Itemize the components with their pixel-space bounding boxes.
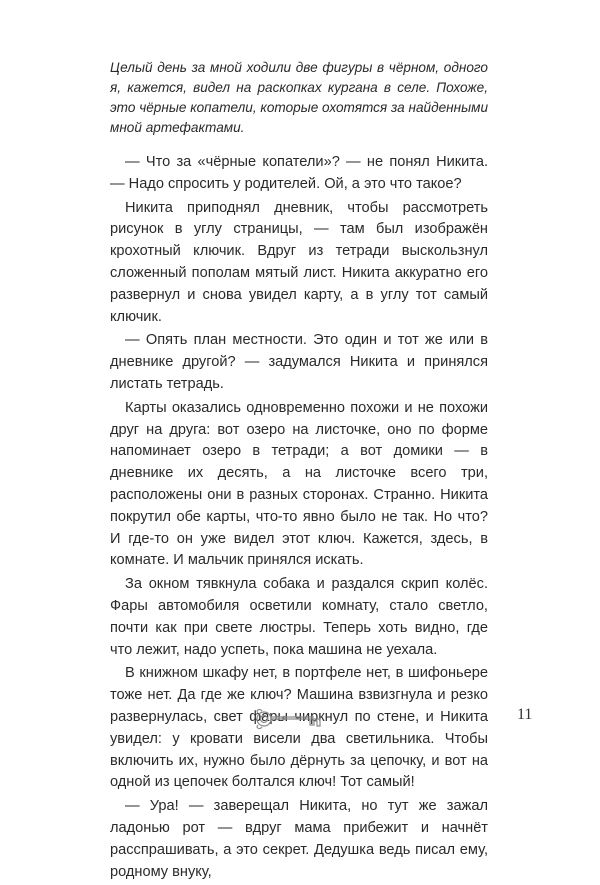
paragraph: — Что за «чёрные копатели»? — не понял Никита. — Надо спросить у родителей. Ой, а это что такое? bbox=[110, 154, 488, 192]
paragraph: — Опять план местности. Это один и тот же или в дневнике другой? — задумался Никита и принялся листать тетрадь. bbox=[110, 332, 488, 392]
key-ornament-icon bbox=[254, 707, 328, 731]
paragraph: — Ура! — заверещал Никита, но тут же зажал ладонью рот — вдруг мама прибежит и начнёт расспрашивать, а это секрет. Дедушка ведь писал ему, родному внуку, bbox=[110, 798, 488, 880]
paragraph: В книжном шкафу нет, в портфеле нет, в шифоньере тоже нет. Да где же ключ? Машина взвизгнула и резко развернулась, свет фары чиркнул по стене, и Никита увидел: у кровати висели два светильника. Чтобы включить их, нужно было дёрнуть за цепочку, и вот на одной из цепочек болтался ключ! Тот самый! bbox=[110, 665, 488, 791]
diary-note bbox=[110, 58, 488, 138]
page-number: 11 bbox=[517, 706, 533, 723]
paragraph: За окном тявкнула собака и раздался скрип колёс. Фары автомобиля осветили комнату, стало светло, почти как при свете люстры. Теперь хоть видно, где что лежит, надо успеть, пока машина не уехала. bbox=[110, 576, 488, 658]
diary-note-text: Целый день за мной ходили две фигуры в чёрном, одного я, кажется, видел на раскопках кургана в селе. Похоже, это чёрные копатели, которые охотятся за найденными мной артефактами. bbox=[110, 60, 488, 135]
paragraph: Никита приподнял дневник, чтобы рассмотреть рисунок в углу страницы, — там был изображён крохотный ключик. Вдруг из тетради выскользнул сложенный пополам мятый лист. Никита аккуратно его развернул и снова увидел карту, а в углу тот самый ключик. bbox=[110, 199, 488, 325]
main-text bbox=[110, 152, 488, 885]
paragraph: Карты оказались одновременно похожи и не похожи друг на друга: вот озеро на листочке, оно по форме напоминает озеро в тетради; а вот домики — в дневнике их десять, а на листочке всего три, расположены они в разных сторонах. Странно. Никита покрутил обе карты, что-то явно было не так. Но что? И где-то он уже видел этот ключ. Кажется, здесь, в комнате. И мальчик принялся искать. bbox=[110, 399, 488, 569]
